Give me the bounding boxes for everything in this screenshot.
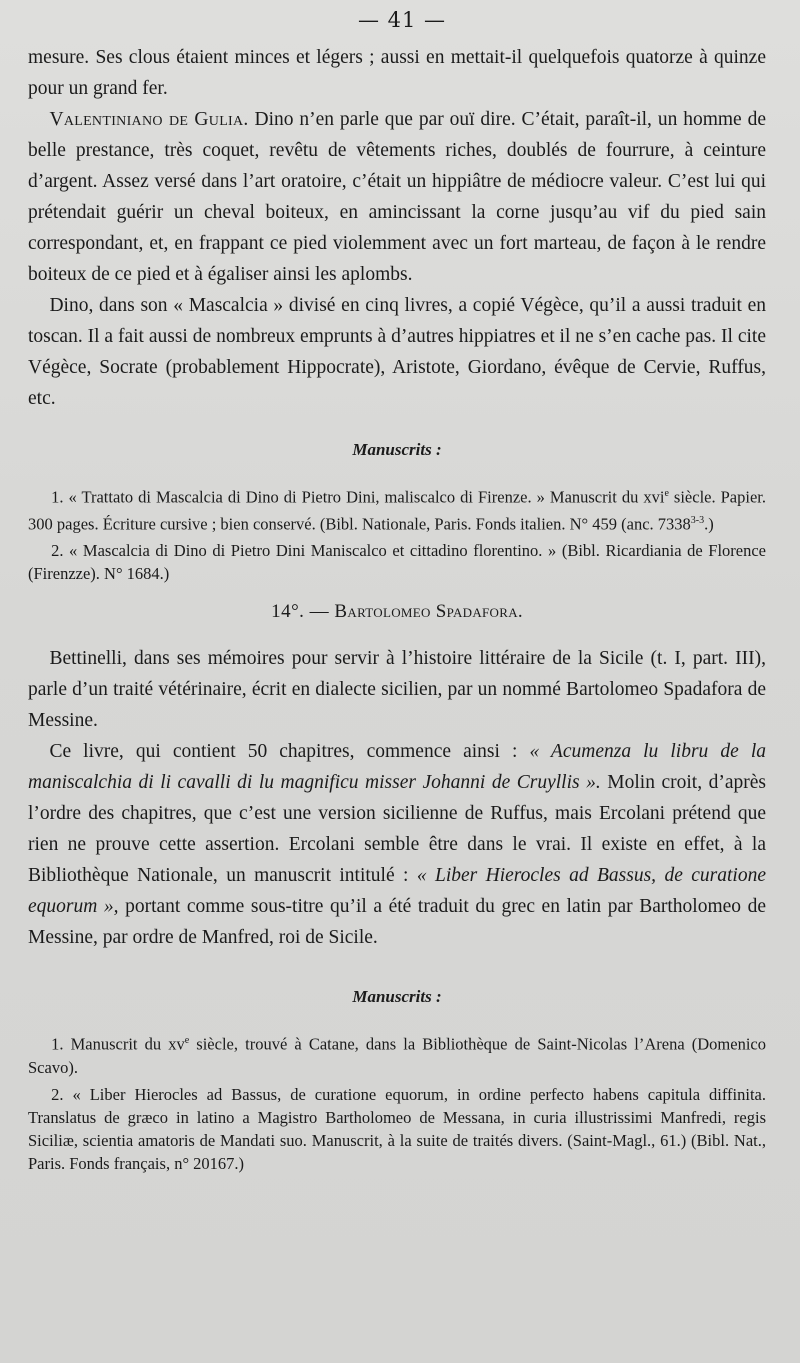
manuscript-entry: 2. « Liber Hierocles ad Bassus, de curatione equorum, in ordine perfecto habens capitula diffinita. Translatus de græco in latino a Magistro Bartholomeo de Messana, in curia illustrissimi Manfredi, regis Siciliæ, scientia amatoris de Mandati suo. Manuscrit, à la suite de traités divers. (Saint-Magl., 61.) (Bibl. Nat., Paris. Fonds français, n° 20167.) [28,1084,766,1173]
section-heading: 14°. — Bartolomeo Spadafora. [271,601,523,622]
quoted-title: « Liber Hierocles ad Bassus, de curatione equorum », [28,865,766,917]
person-name: Valentiniano de Gulia. [49,109,249,130]
paragraph-text: Dino n’en parle que par ouï dire. C’était, paraît-il, un homme de belle prestance, très coquet, revêtu de vêtements riches, doublés de fourrure, à ceinture d’argent. Assez versé dans l’art oratoire, c’était un hippiâtre de médiocre valeur. C’est lui qui prétendait guérir un cheval boiteux, en amincissant la corne jusqu’au vif du pied sain correspondant, et, en frappant ce pied violemment avec un fort marteau, de façon à le rendre boiteux de ce pied et à égaliser ainsi les aplombs. [28,109,766,285]
manuscript-entry: 1. Manuscrit du $xv^e$ siècle, trouvé à Catane, dans la Bibliothèque de Saint-Nicolas l’Arena (Domenico Scavo). [28,1034,766,1077]
paragraph-valentiniano [28,104,766,290]
section-title: Bartolomeo Spadafora. [334,601,523,622]
page-number: — 41 — [357,8,447,32]
quoted-title: « Acumenza lu libru de la maniscalchia di li cavalli di lu magnificu misser Johanni de Cruyllis ». [28,741,766,793]
paragraph-bettinelli: Bettinelli, dans ses mémoires pour servir à l’histoire littéraire de la Sicile (t. I, part. III), parle d’un traité vétérinaire, écrit en dialecte sicilien, par un nommé Bartolomeo Spadafora de Messine. [28,648,766,731]
manuscript-entry: 1. « Trattato di Mascalcia di Dino di Pietro Dini, maliscalco di Firenze. » Manuscrit du xvi$^e$ siècle. Papier. 300 pages. Écriture cursive ; bien conservé. (Bibl. Nationale, Paris. Fonds italien. N° 459 (anc. 7338$^{3-3}$.) [28,487,766,533]
manuscrits-heading: Manuscrits : [352,440,442,459]
paragraph-continuation: mesure. Ses clous étaient minces et légers ; aussi en mettait-il quelquefois quatorze à quinze pour un grand fer. [28,47,766,99]
manuscript-entry: 2. « Mascalcia di Dino di Pietro Dini Maniscalco et cittadino florentino. » (Bibl. Ricardiania de Florence (Firenzze). N° 1684.) [28,541,766,583]
paragraph-dino: Dino, dans son « Mascalcia » divisé en cinq livres, a copié Végèce, qu’il a aussi traduit en toscan. Il a fait aussi de nombreux emprunts à d’autres hippiatres et il ne s’en cache pas. Il cite Végèce, Socrate (probablement Hippocrate), Aristote, Giordano, évêque de Cervie, Ruffus, etc. [28,295,766,409]
manuscrits-heading: Manuscrits : [352,987,442,1006]
paragraph-livre: Ce livre, qui contient 50 chapitres, commence ainsi : « Acumenza lu libru de la maniscalchia di li cavalli di lu magnificu misser Johanni de Cruyllis ». Molin croit, d’après l’ordre des chapitres, que c’est une version sicilienne de Ruffus, mais Ercolani prétend que rien ne prouve cette assertion. Ercolani semble être dans le vrai. Il existe en effet, à la Bibliothèque Nationale, un manuscrit intitulé : « Liber Hierocles ad Bassus, de curatione equorum », portant comme sous-titre qu’il a été traduit du grec en latin par Bartholomeo de Messine, par ordre de Manfred, roi de Sicile. [28,741,767,948]
